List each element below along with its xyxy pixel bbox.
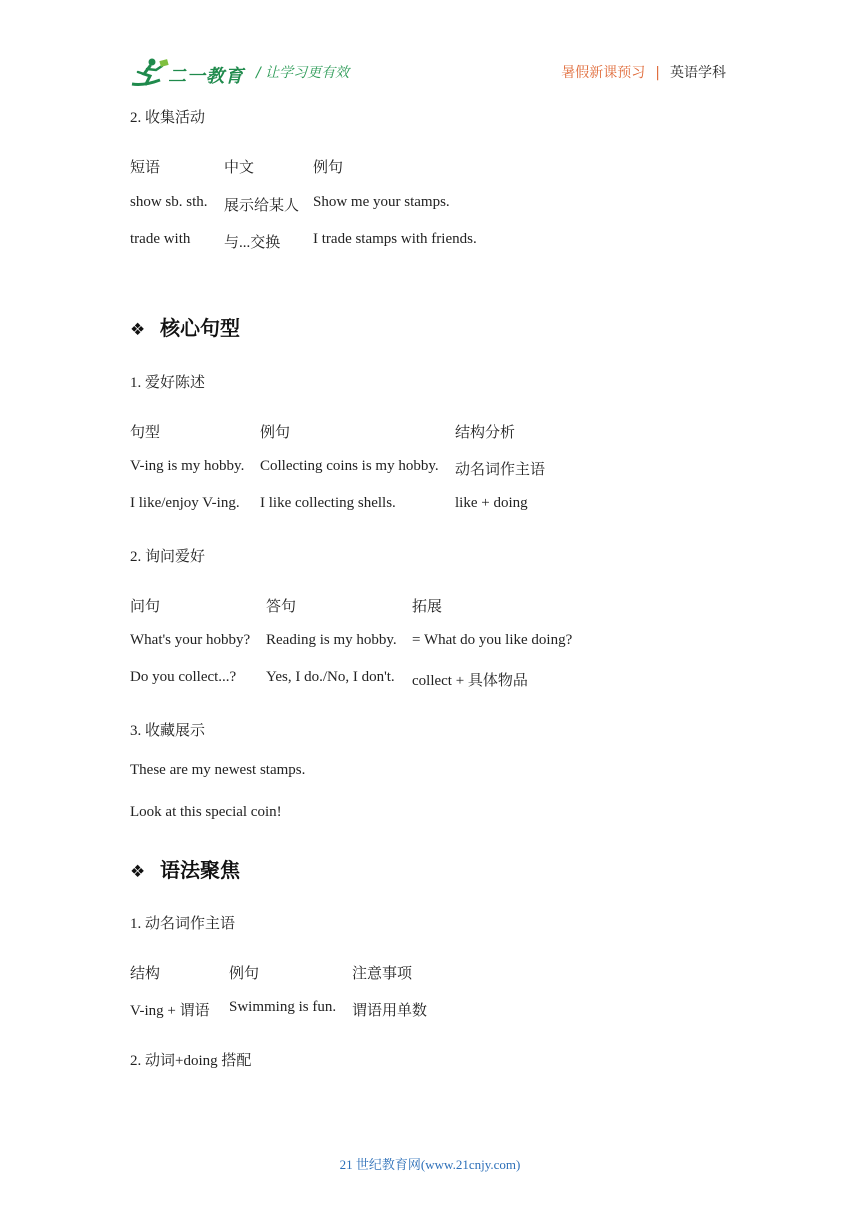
hobby-heading: 1. 爱好陈述 bbox=[130, 375, 206, 391]
diamond-bullet-icon: ❖ bbox=[130, 320, 146, 340]
header-separator: | bbox=[655, 65, 660, 81]
verb-doing-heading: 2. 动词+doing 搭配 bbox=[130, 1053, 252, 1069]
table-header-cell: 拓展 bbox=[412, 599, 443, 615]
table-cell: = What do you like doing? bbox=[412, 632, 573, 648]
table-header-cell: 例句 bbox=[260, 425, 291, 441]
example-line: Look at this special coin! bbox=[130, 804, 282, 820]
section-title-core bbox=[130, 312, 240, 341]
table-cell: I like/enjoy V-ing. bbox=[130, 495, 240, 511]
table-header-cell: 问句 bbox=[130, 599, 161, 615]
table-cell: 动名词作主语 bbox=[455, 462, 546, 478]
table-header-cell: 答句 bbox=[266, 599, 297, 615]
table-header-cell: 句型 bbox=[130, 425, 161, 441]
table-header-cell: 结构 bbox=[130, 966, 161, 982]
table-header-cell: 短语 bbox=[130, 160, 161, 176]
table-cell: Yes, I do./No, I don't. bbox=[266, 669, 395, 685]
logo-text: 二一教育 bbox=[168, 66, 244, 87]
table-cell: What's your hobby? bbox=[130, 632, 251, 648]
logo bbox=[130, 56, 244, 90]
show-heading: 3. 收藏展示 bbox=[130, 723, 206, 739]
ask-heading: 2. 询问爱好 bbox=[130, 549, 206, 565]
table-cell: collect + 具体物品 bbox=[412, 673, 528, 689]
section-title-grammar bbox=[130, 854, 240, 883]
table-header-cell: 例句 bbox=[313, 160, 344, 176]
slogan: / 让学习更有效 bbox=[256, 65, 350, 81]
example-line: These are my newest stamps. bbox=[130, 762, 306, 778]
table-cell: I trade stamps with friends. bbox=[313, 231, 477, 247]
table-cell: Collecting coins is my hobby. bbox=[260, 458, 439, 474]
table-cell: Show me your stamps. bbox=[313, 194, 450, 210]
page-footer: 21 世纪教育网(www.21cnjy.com) bbox=[339, 1157, 521, 1172]
page-header bbox=[130, 56, 726, 90]
table-cell: like + doing bbox=[455, 495, 528, 511]
table-header-cell: 中文 bbox=[224, 160, 255, 176]
table-cell: I like collecting shells. bbox=[260, 495, 396, 511]
table-cell: V-ing + 谓语 bbox=[130, 1003, 210, 1019]
diamond-bullet-icon: ❖ bbox=[130, 862, 146, 882]
table-cell: Swimming is fun. bbox=[229, 999, 337, 1015]
table-header-cell: 注意事项 bbox=[352, 966, 413, 982]
table-cell: show sb. sth. bbox=[130, 194, 208, 210]
table-header-cell: 结构分析 bbox=[455, 425, 516, 441]
runner-logo-icon bbox=[130, 56, 170, 90]
table-cell: Do you collect...? bbox=[130, 669, 237, 685]
course-label: 暑假新课预习 bbox=[561, 65, 646, 81]
section-title-text: 语法聚焦 bbox=[160, 858, 240, 882]
table-cell: V-ing is my hobby. bbox=[130, 458, 245, 474]
subject-label: 英语学科 bbox=[670, 65, 726, 81]
section-title-text: 核心句型 bbox=[160, 316, 240, 340]
table-header-cell: 例句 bbox=[229, 966, 260, 982]
table-cell: 与...交换 bbox=[224, 235, 281, 251]
collect-heading: 2. 收集活动 bbox=[130, 110, 206, 126]
table-cell: 谓语用单数 bbox=[352, 1003, 428, 1019]
gerund-heading: 1. 动名词作主语 bbox=[130, 916, 236, 932]
table-cell: Reading is my hobby. bbox=[266, 632, 397, 648]
table-cell: trade with bbox=[130, 231, 191, 247]
header-course-info bbox=[561, 62, 726, 82]
table-cell: 展示给某人 bbox=[224, 198, 300, 214]
